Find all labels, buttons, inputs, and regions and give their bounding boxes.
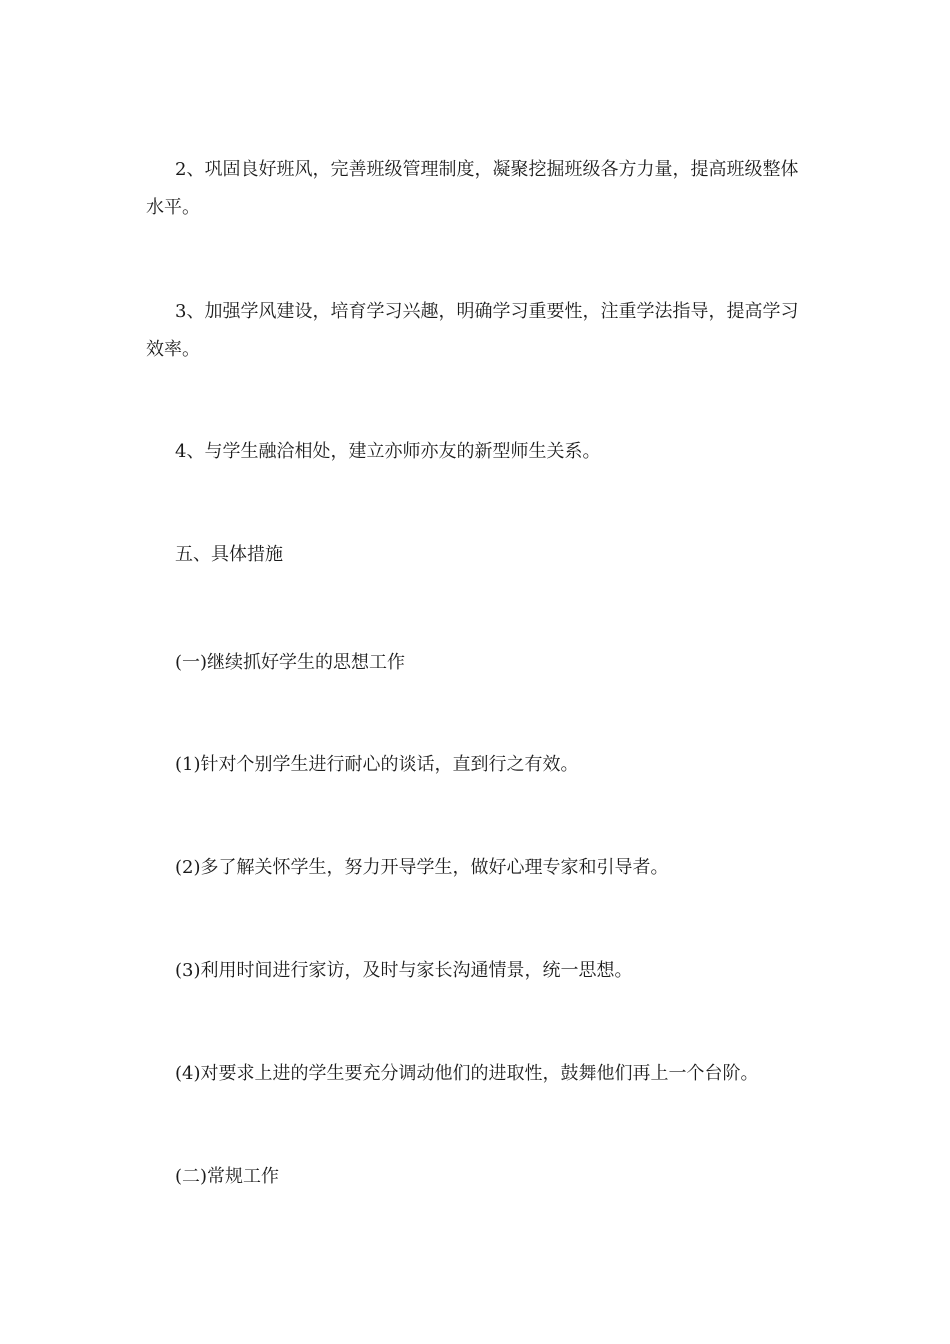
section-heading-measures: 五、具体措施 bbox=[175, 544, 283, 565]
subsection-heading-ideology-work: (一)继续抓好学生的思想工作 bbox=[175, 652, 406, 673]
paragraph-teacher-student-goal: 4、与学生融洽相处，建立亦师亦友的新型师生关系。 bbox=[175, 441, 601, 462]
list-item-1: (1)针对个别学生进行耐心的谈话，直到行之有效。 bbox=[175, 754, 579, 775]
list-item-4: (4)对要求上进的学生要充分调动他们的进取性，鼓舞他们再上一个台阶。 bbox=[175, 1063, 759, 1084]
paragraph-class-style-goal: 2、巩固良好班风，完善班级管理制度，凝聚挖掘班级各方力量，提高班级整体水平。 bbox=[146, 159, 799, 218]
subsection-heading-routine-work: (二)常规工作 bbox=[175, 1166, 280, 1187]
list-item-2: (2)多了解关怀学生，努力开导学生，做好心理专家和引导者。 bbox=[175, 857, 669, 878]
list-item-3: (3)利用时间进行家访，及时与家长沟通情景，统一思想。 bbox=[175, 960, 633, 981]
paragraph-study-style-goal: 3、加强学风建设，培育学习兴趣，明确学习重要性，注重学法指导，提高学习效率。 bbox=[146, 301, 799, 360]
